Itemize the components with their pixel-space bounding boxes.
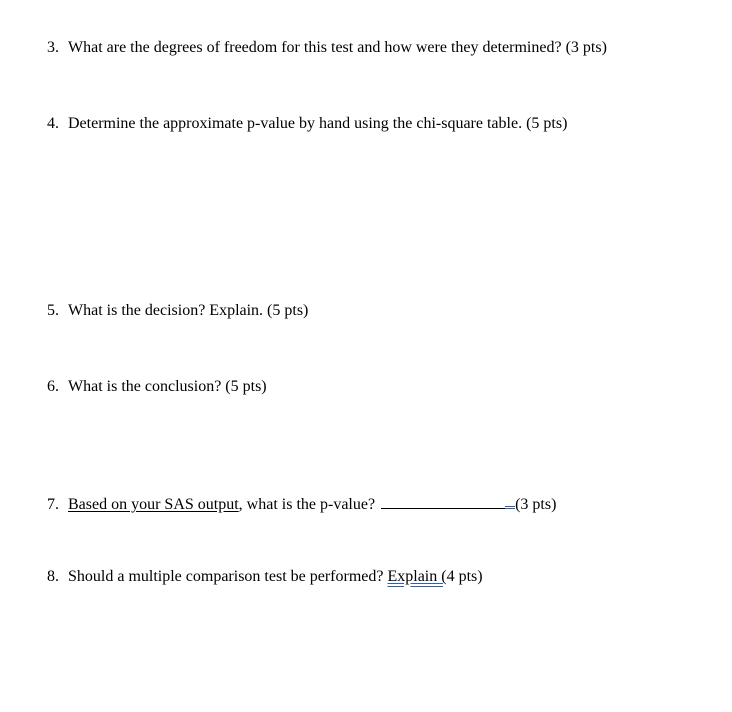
points-label: (3 pts) bbox=[515, 496, 557, 513]
question-text: What is the decision? Explain. (5 pts) bbox=[68, 302, 309, 319]
question-text-end: 4 pts) bbox=[446, 568, 483, 585]
question-number: 8. bbox=[47, 568, 59, 585]
answer-blank-line bbox=[381, 493, 505, 509]
question-number: 3. bbox=[47, 39, 59, 56]
question-6 bbox=[47, 377, 267, 397]
question-3 bbox=[47, 38, 607, 58]
question-text: , what is the p-value? bbox=[238, 496, 376, 513]
question-number: 7. bbox=[47, 496, 59, 513]
question-4 bbox=[47, 114, 567, 134]
question-number: 5. bbox=[47, 302, 59, 319]
question-text: What is the conclusion? (5 pts) bbox=[68, 378, 267, 395]
question-5 bbox=[47, 301, 308, 321]
tracked-change-mark bbox=[505, 492, 515, 509]
question-8 bbox=[47, 567, 483, 587]
underlined-phrase: Based on your SAS output bbox=[68, 496, 239, 513]
question-text: What are the degrees of freedom for this test and how were they determined? (3 pts) bbox=[68, 39, 607, 56]
question-7 bbox=[47, 492, 556, 515]
tracked-change-text: Explain ( bbox=[387, 568, 447, 585]
question-number: 4. bbox=[47, 115, 59, 132]
question-text: Determine the approximate p-value by hand using the chi-square table. (5 pts) bbox=[68, 115, 568, 132]
question-text: Should a multiple comparison test be performed? bbox=[68, 568, 388, 585]
question-number: 6. bbox=[47, 378, 59, 395]
